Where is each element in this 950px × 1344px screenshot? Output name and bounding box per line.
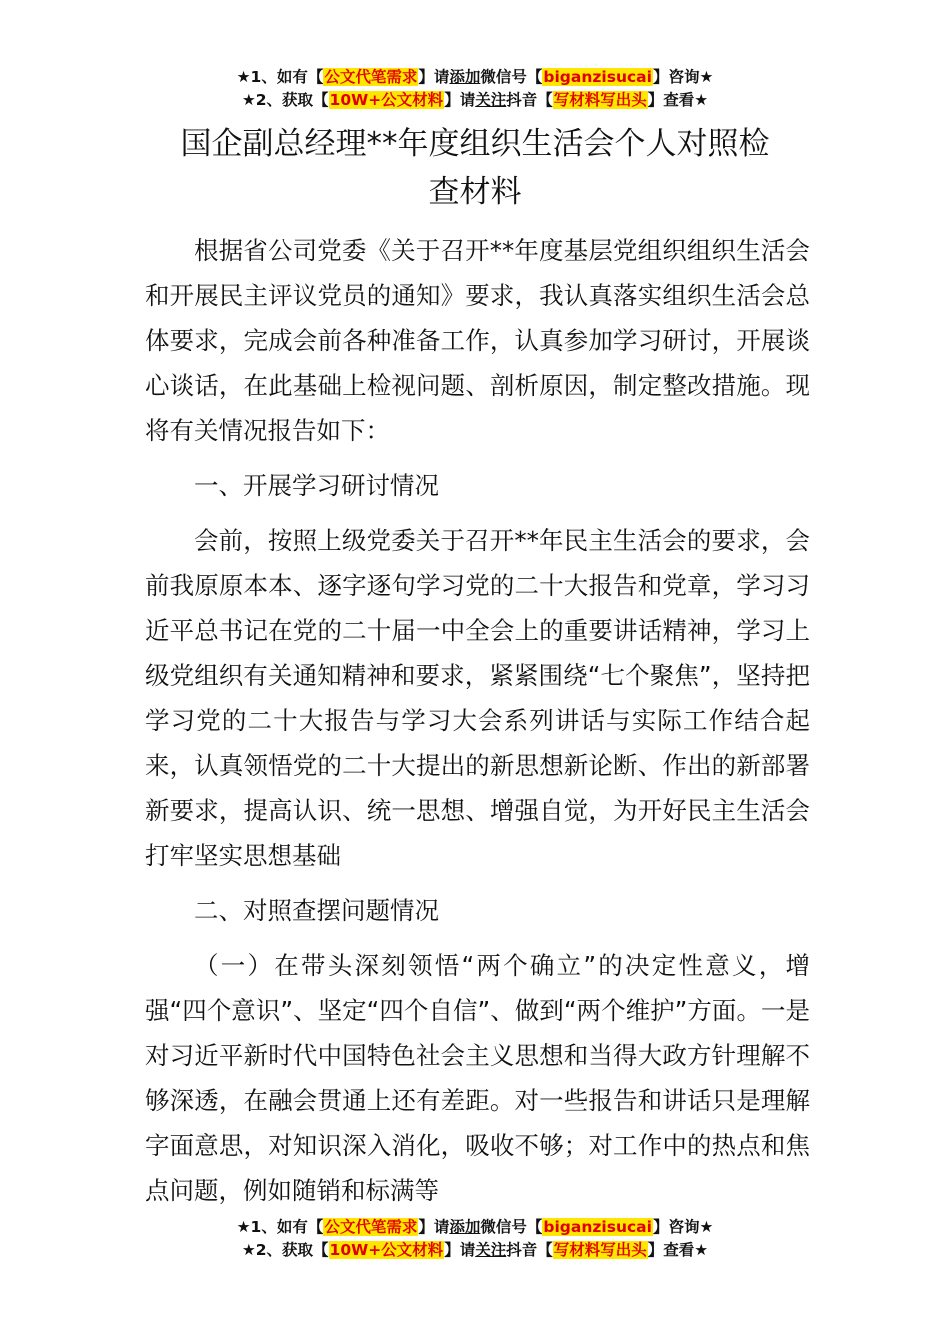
promo-highlight: 公文代笔需求 <box>324 68 418 86</box>
promo-highlight: 10W+公文材料 <box>329 91 444 109</box>
promo-highlight: 10W+公文材料 <box>329 1241 444 1259</box>
document-title <box>150 120 800 216</box>
title-line-2: 查材料 <box>428 174 522 210</box>
section-paragraph-1: 会前，按照上级党委关于召开**年民主生活会的要求，会前我原原本本、逐字逐句学习党的二十大报告和党章，学习习近平总书记在党的二十届一中全会上的重要讲话精神，学习上级党组织有关通知精神和要求，紧紧围绕“七个聚焦”，坚持把学习党的二十大报告与学习大会系列讲话与实际工作结合起来，认真领悟党的二十大提出的新思想新论断、作出的新部署新要求，提高认识、统一思想、增强自觉，为开好民主生活会打牢坚实思想基础 <box>145 526 810 870</box>
promo-highlight: 公文代笔需求 <box>324 1218 418 1236</box>
section-paragraph-2: （一）在带头深刻领悟“两个确立”的决定性意义，增强“四个意识”、坚定“四个自信”、做到“两个维护”方面。一是对习近平新时代中国特色社会主义思想和当得大政方针理解不够深透，在融会贯通上还有差距。对一些报告和讲话只是理解字面意思，对知识深入消化，吸收不够；对工作中的热点和焦点问题，例如随销和标满等 <box>145 951 810 1205</box>
promo-line-1: ★1、如有【公文代笔需求】请添加微信号【biganzisucai】咨询★ <box>236 68 714 86</box>
promo-highlight: 写材料写出头 <box>553 91 647 109</box>
promo-line-2: ★2、获取【10W+公文材料】请关注抖音【写材料写出头】查看★ <box>241 91 709 109</box>
title-line-1: 国企副总经理**年度组织生活会个人对照检 <box>180 126 770 162</box>
document-body <box>145 228 810 1213</box>
promo-line-1: ★1、如有【公文代笔需求】请添加微信号【biganzisucai】咨询★ <box>236 1218 714 1236</box>
promo-highlight: biganzisucai <box>543 68 652 86</box>
promo-line-2: ★2、获取【10W+公文材料】请关注抖音【写材料写出头】查看★ <box>241 1241 709 1259</box>
promo-highlight: biganzisucai <box>543 1218 652 1236</box>
section-heading-2: 二、对照查摆问题情况 <box>194 896 439 925</box>
promo-highlight: 写材料写出头 <box>553 1241 647 1259</box>
intro-paragraph: 根据省公司党委《关于召开**年度基层党组织组织生活会和开展民主评议党员的通知》要求，我认真落实组织生活会总体要求，完成会前各种准备工作，认真参加学习研讨，开展谈心谈话，在此基础上检视问题、剖析原因，制定整改措施。现将有关情况报告如下： <box>145 236 810 445</box>
promo-banner-top <box>0 66 950 112</box>
section-heading-1: 一、开展学习研讨情况 <box>194 471 439 500</box>
promo-banner-bottom <box>0 1216 950 1262</box>
